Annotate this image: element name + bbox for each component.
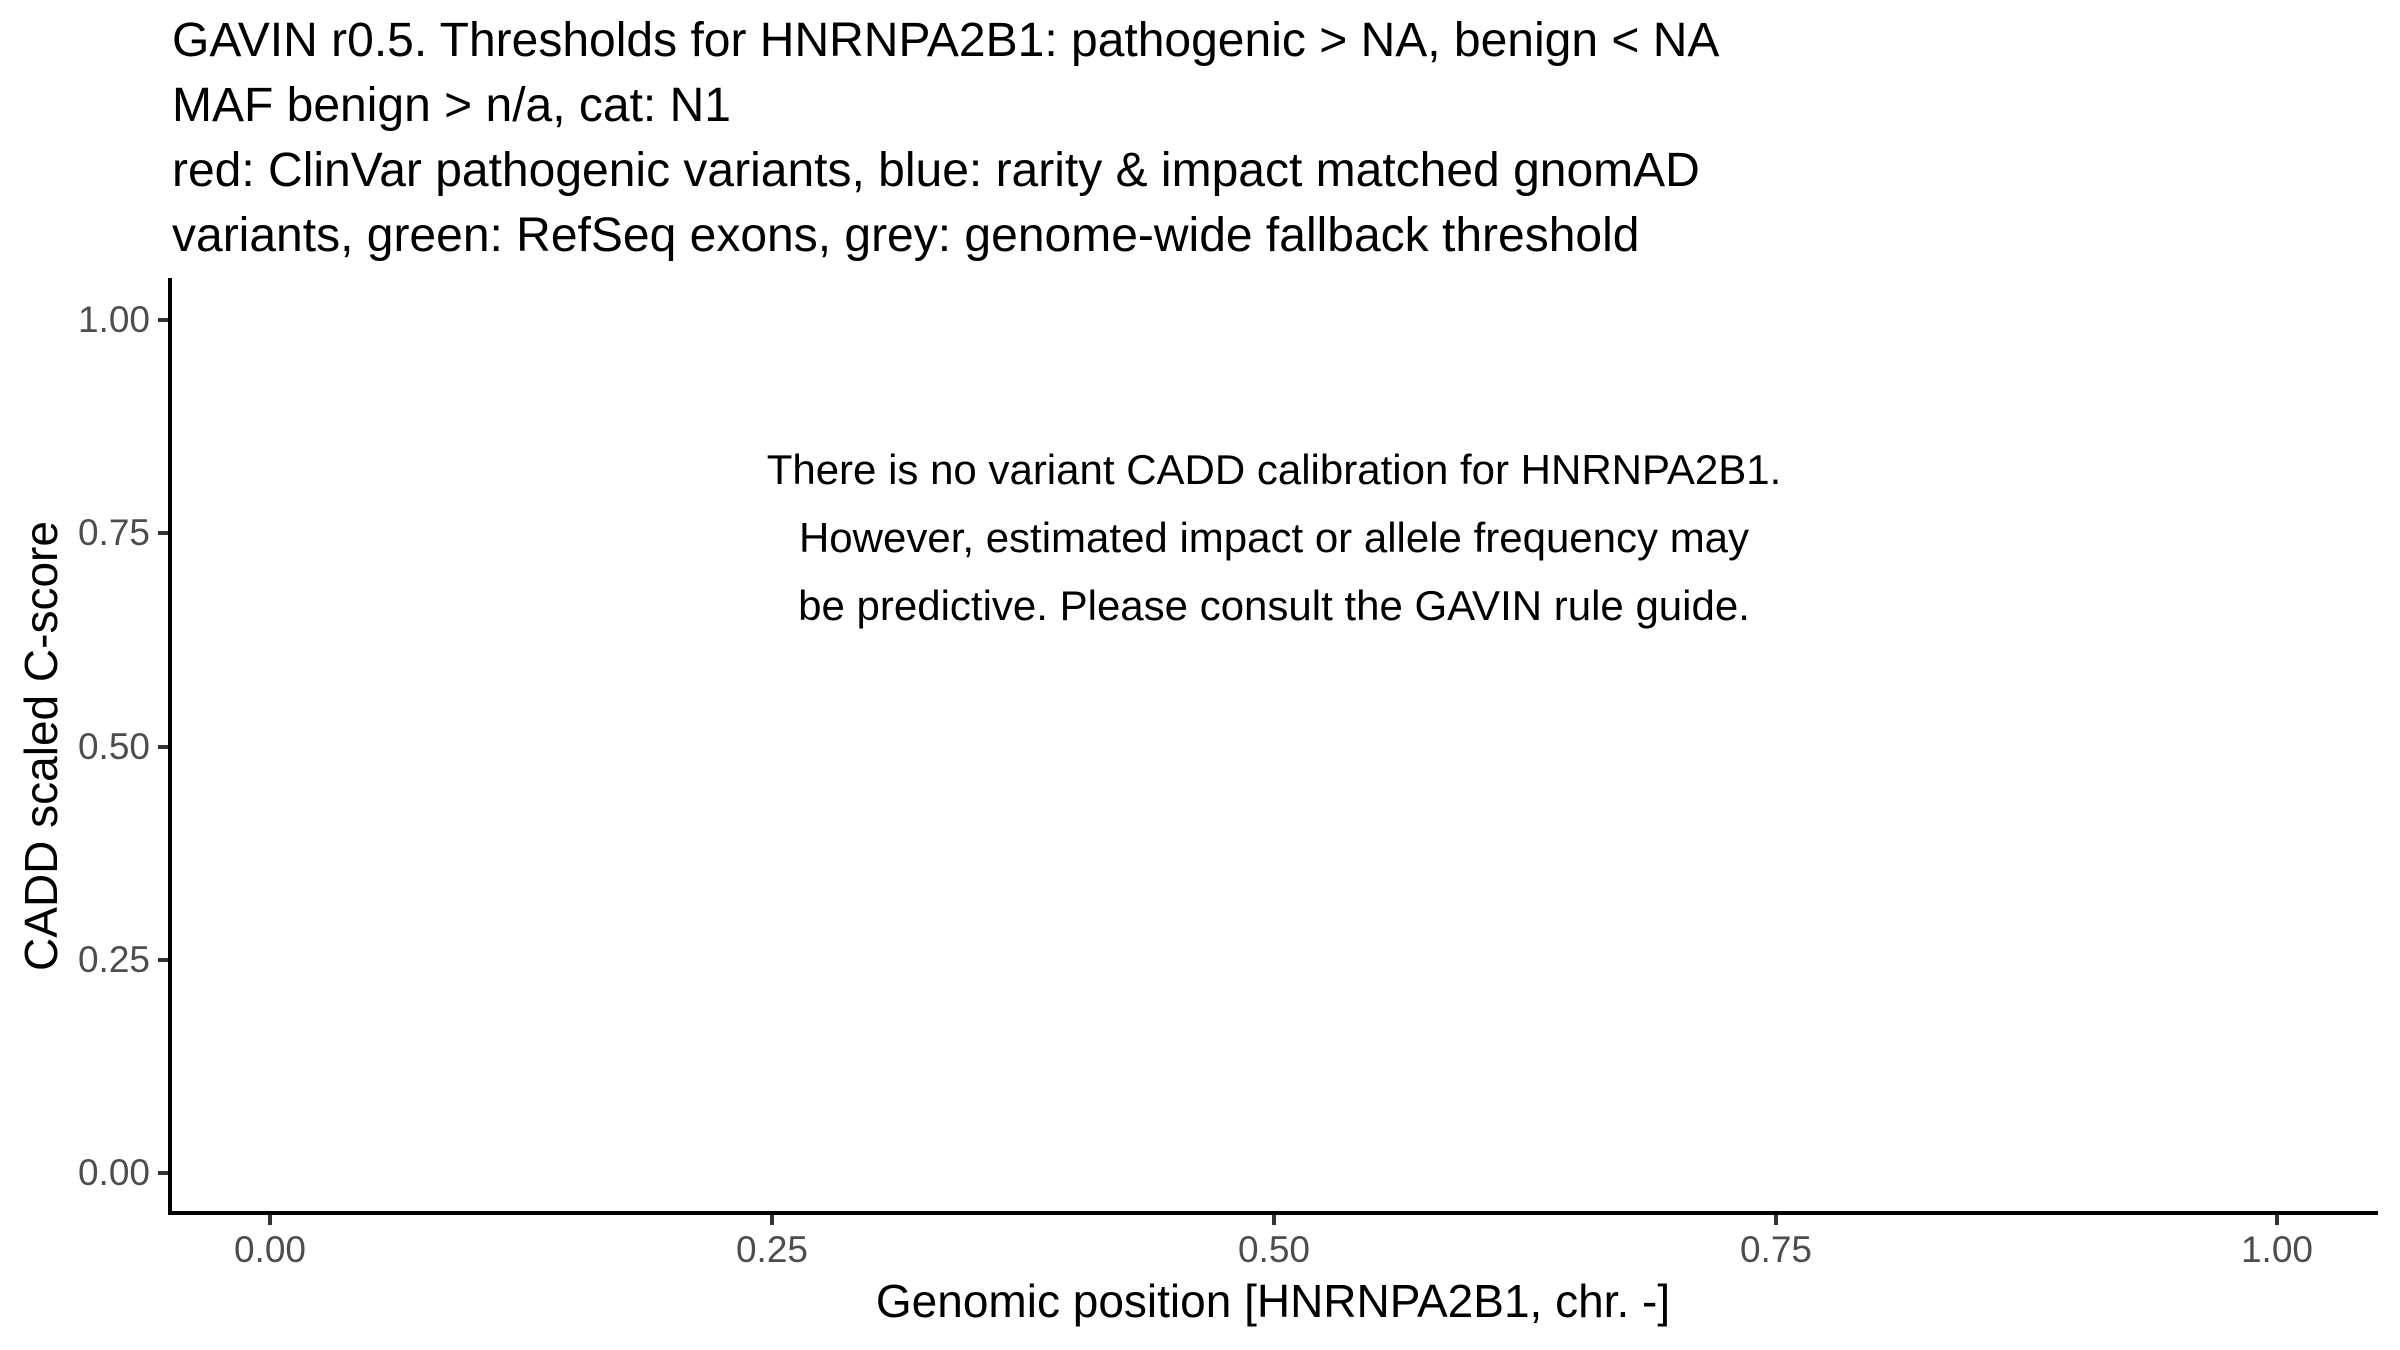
- x-tick-label: 1.00: [2240, 1229, 2313, 1270]
- no-calibration-annotation: [168, 436, 2380, 640]
- y-tick-mark: [158, 531, 168, 535]
- y-tick-mark: [158, 318, 168, 322]
- x-tick-mark: [1774, 1215, 1778, 1225]
- y-tick-label: 1.00: [77, 299, 150, 340]
- plot-title-line-3: red: ClinVar pathogenic variants, blue: rarity & impact matched gnomAD: [172, 144, 1700, 197]
- y-tick-mark: [158, 745, 168, 749]
- y-tick-label: 0.00: [77, 1152, 150, 1193]
- y-axis-line: [168, 278, 172, 1215]
- y-tick-label: 0.50: [77, 726, 150, 767]
- annotation-line-3: be predictive. Please consult the GAVIN rule guide.: [798, 582, 1750, 629]
- x-axis-title: Genomic position [HNRNPA2B1, chr. -]: [875, 1275, 1671, 1327]
- plot-title-line-1: GAVIN r0.5. Thresholds for HNRNPA2B1: pathogenic > NA, benign < NA: [172, 14, 1720, 67]
- annotation-line-1: There is no variant CADD calibration for HNRNPA2B1.: [766, 446, 1782, 493]
- x-tick-label: 0.25: [735, 1229, 808, 1270]
- plot-panel: [172, 278, 2378, 1211]
- y-axis-title: CADD scaled C-score: [15, 521, 67, 971]
- x-tick-label: 0.50: [1237, 1229, 1310, 1270]
- x-tick-mark: [268, 1215, 272, 1225]
- x-tick-mark: [2275, 1215, 2279, 1225]
- plot-title: [172, 8, 1719, 268]
- y-tick-mark: [158, 1171, 168, 1175]
- x-tick-label: 0.75: [1739, 1229, 1812, 1270]
- plot-title-line-4: variants, green: RefSeq exons, grey: genome-wide fallback threshold: [172, 209, 1640, 262]
- x-tick-label: 0.00: [233, 1229, 306, 1270]
- y-tick-label: 0.75: [77, 512, 150, 553]
- x-tick-mark: [770, 1215, 774, 1225]
- annotation-line-2: However, estimated impact or allele frequency may: [798, 514, 1750, 561]
- y-tick-mark: [158, 958, 168, 962]
- y-tick-label: 0.25: [77, 939, 150, 980]
- plot-title-line-2: MAF benign > n/a, cat: N1: [172, 79, 731, 132]
- x-tick-mark: [1272, 1215, 1276, 1225]
